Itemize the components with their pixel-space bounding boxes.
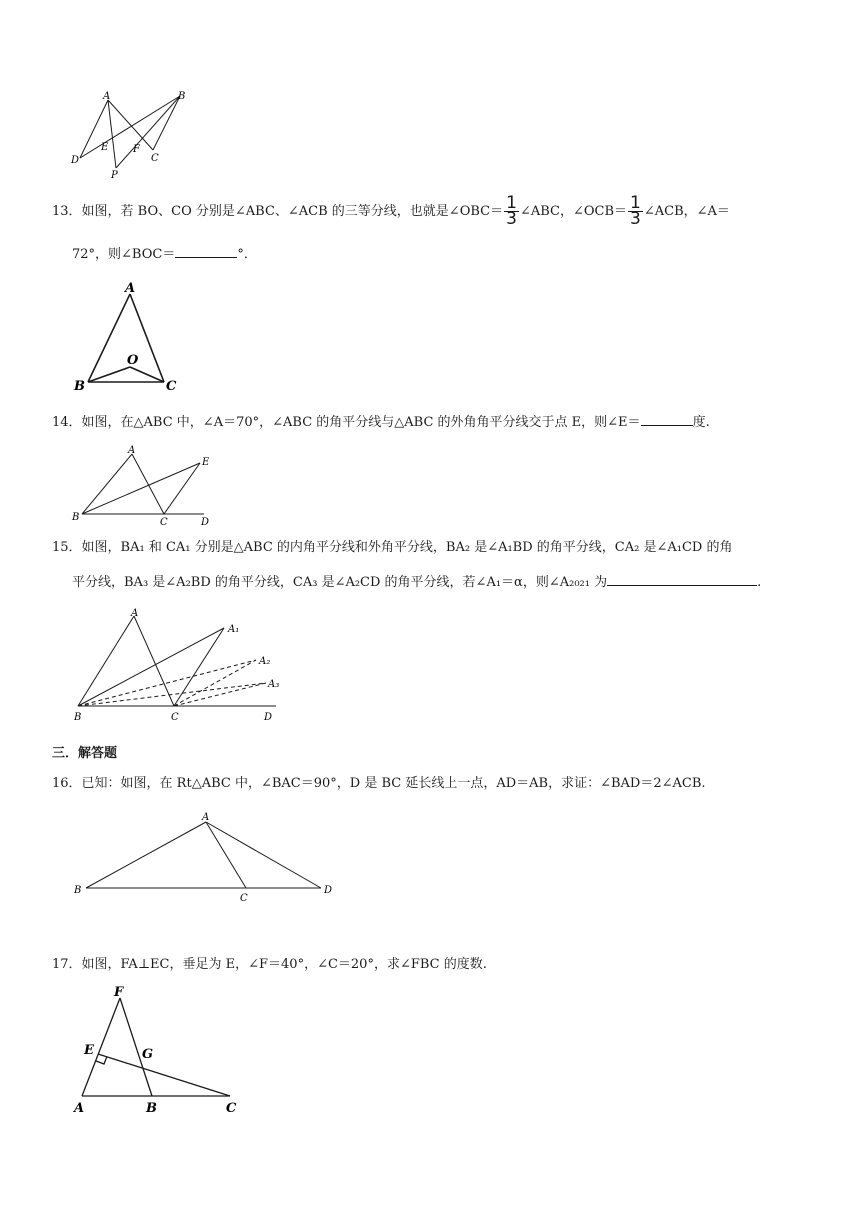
fraction: $\frac{1}{3}$ bbox=[630, 193, 641, 229]
answer-blank bbox=[641, 413, 693, 426]
question-15-line2: 平分线，BA₃ 是∠A₂BD 的角平分线，CA₃ 是∠A₂CD 的角平分线，若∠A₁＝α，则∠A₂₀₂₁ 为 . bbox=[72, 575, 762, 590]
label-E: E bbox=[202, 457, 210, 468]
fraction: $\frac{1}{3}$ bbox=[506, 193, 517, 229]
label-A: A bbox=[202, 812, 210, 823]
question-15 bbox=[52, 538, 732, 558]
question-number: 15． bbox=[52, 540, 82, 555]
label-D: D bbox=[324, 885, 333, 896]
question-14: 14．如图，在△ABC 中，∠A＝70°，∠ABC 的角平分线与△ABC 的外角角平分线交于点 E，则∠E＝ 度. bbox=[52, 415, 710, 430]
question-text: 如图，若 BO、CO 分别是∠ABC、∠ACB 的三等分线，也就是∠OBC＝ bbox=[81, 204, 504, 219]
question-16 bbox=[52, 774, 706, 794]
figure-q16 bbox=[66, 806, 346, 908]
label-D: D bbox=[264, 712, 273, 723]
label-P: P bbox=[111, 170, 118, 180]
figure-q13 bbox=[70, 278, 190, 396]
label-A: A bbox=[125, 281, 136, 296]
question-text: 如图，在△ABC 中，∠A＝70°，∠ABC 的角平分线与△ABC 的外角角平分线交于点 E，则∠E＝ bbox=[81, 415, 641, 430]
figure-q14 bbox=[66, 440, 226, 528]
label-E: E bbox=[84, 1043, 94, 1058]
question-text: 已知：如图，在 Rt△ABC 中，∠BAC＝90°，D 是 BC 延长线上一点，AD＝AB，求证：∠BAD＝2∠ACB. bbox=[81, 776, 706, 791]
label-A: A bbox=[128, 445, 136, 456]
label-B: B bbox=[74, 885, 82, 896]
answer-blank bbox=[175, 245, 237, 258]
label-F: F bbox=[133, 144, 140, 155]
label-C: C bbox=[160, 517, 168, 528]
figure-q15 bbox=[66, 604, 286, 728]
label-A1: A₁ bbox=[228, 624, 240, 635]
label-A: A bbox=[131, 608, 139, 619]
label-B: B bbox=[74, 712, 82, 723]
label-C: C bbox=[240, 893, 248, 904]
label-A: A bbox=[103, 91, 111, 102]
figure-q12 bbox=[66, 88, 196, 180]
label-A: A bbox=[74, 1101, 85, 1116]
label-O: O bbox=[127, 353, 139, 368]
question-number: 13． bbox=[52, 204, 82, 219]
label-B: B bbox=[146, 1101, 157, 1116]
label-A2: A₂ bbox=[259, 656, 271, 667]
question-text: 如图，BA₁ 和 CA₁ 分别是△ABC 的内角平分线和外角平分线，BA₂ 是∠A₁BD 的角平分线，CA₂ 是∠A₁CD 的角 bbox=[81, 540, 733, 555]
section-heading: 三．解答题 bbox=[52, 746, 118, 761]
label-C: C bbox=[151, 153, 159, 164]
label-F: F bbox=[114, 985, 124, 1000]
label-D: D bbox=[201, 517, 210, 528]
label-B: B bbox=[74, 379, 85, 394]
question-text: 如图，FA⊥EC，垂足为 E，∠F＝40°，∠C＝20°，求∠FBC 的度数. bbox=[81, 957, 487, 972]
label-D: D bbox=[71, 155, 80, 166]
question-17 bbox=[52, 955, 487, 975]
label-B: B bbox=[72, 512, 80, 523]
question-13-line2: 72°，则∠BOC＝ °． bbox=[72, 247, 257, 262]
figure-q17 bbox=[66, 980, 256, 1118]
answer-blank bbox=[607, 573, 757, 586]
label-A3: A₃ bbox=[268, 679, 280, 690]
question-number: 17． bbox=[52, 957, 82, 972]
label-C: C bbox=[171, 712, 179, 723]
question-13: 13．如图，若 BO、CO 分别是∠ABC、∠ACB 的三等分线，也就是∠OBC＝ $\frac{1}{3}$ ∠ABC，∠OCB＝ $\frac{1}{3}$ ∠ACB，∠A＝ bbox=[52, 193, 730, 229]
question-number: 14． bbox=[52, 415, 82, 430]
label-G: G bbox=[142, 1047, 154, 1062]
label-C: C bbox=[226, 1101, 237, 1116]
label-C: C bbox=[166, 379, 177, 394]
question-number: 16． bbox=[52, 776, 82, 791]
label-B: B bbox=[178, 91, 186, 102]
label-E: E bbox=[101, 142, 109, 153]
